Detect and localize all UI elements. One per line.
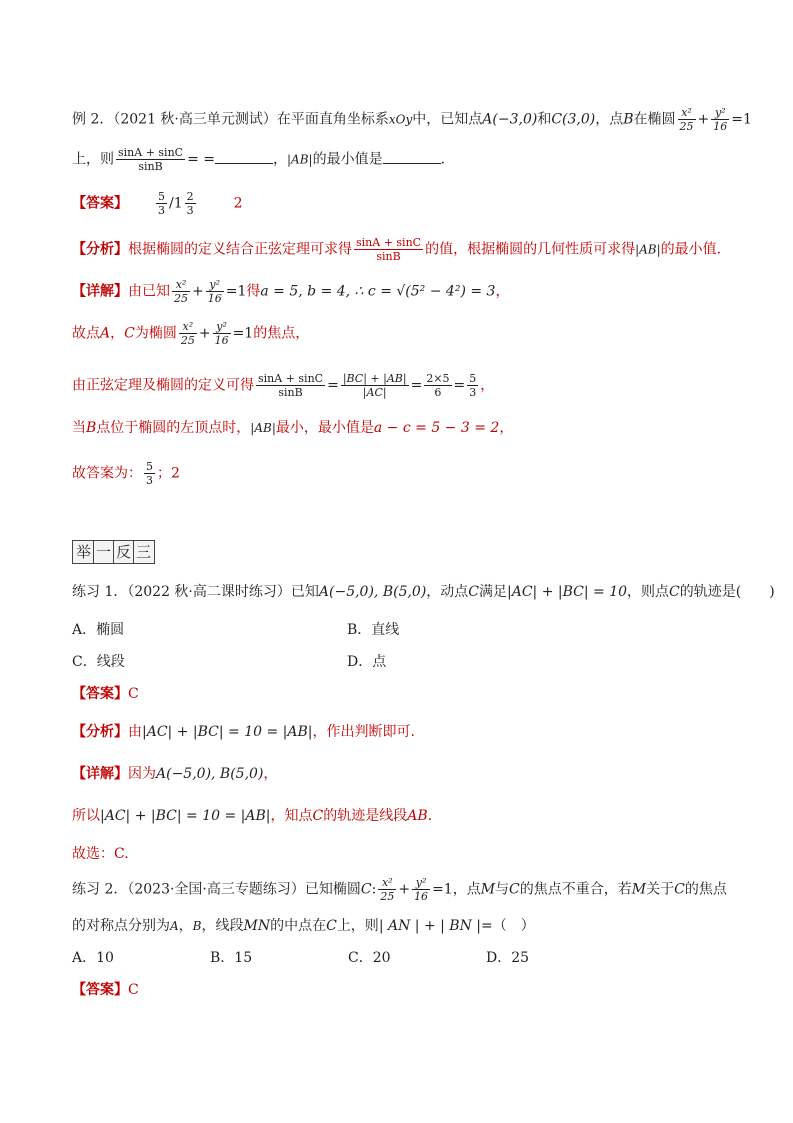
fraction-x2-25 — [678, 106, 696, 133]
section-header — [72, 540, 155, 564]
text: 由正弦定理及椭圆的定义可得 — [72, 377, 254, 394]
text: 点位于椭圆的左顶点时， — [96, 420, 251, 436]
answer-value: C — [128, 686, 139, 702]
text: 的值，根据椭圆的几何性质可求得 — [425, 241, 636, 258]
ellipse-c: C — [674, 881, 685, 898]
equals-one: =1 — [232, 325, 254, 342]
analysis-tag: 【分析】 — [72, 241, 128, 258]
segment-mn: MN — [243, 918, 271, 934]
points: A(−5,0), B(5,0) — [156, 766, 264, 782]
exercise-1-choice: 故选：C. — [72, 846, 129, 862]
text: 根据椭圆的定义结合正弦定理可求得 — [128, 241, 352, 258]
exercise-2-option-d: D．25 — [486, 950, 530, 966]
numerator: 2 — [186, 190, 194, 203]
exercise-1-conclusion — [72, 806, 432, 826]
text: ，线段 — [201, 918, 244, 934]
exercise-1-option-d: D．点 — [347, 654, 387, 670]
fraction-x2-25 — [172, 278, 190, 305]
numerator: y² — [206, 278, 224, 292]
fraction-5-3 — [467, 372, 478, 399]
ellipse-c: C — [509, 881, 520, 898]
point-c: C(3,0) — [551, 111, 596, 128]
answer-tag: 【答案】 — [72, 195, 128, 212]
text: 故点 — [72, 325, 100, 342]
point-a: A — [170, 919, 179, 933]
section-char: 三 — [136, 543, 152, 561]
denominator: 16 — [214, 334, 229, 347]
fraction-5-3 — [144, 460, 155, 487]
point-a: A — [100, 325, 111, 342]
answer-value: C — [128, 982, 139, 998]
text: ， — [480, 377, 495, 394]
text: 的轨迹是( ) — [679, 584, 775, 600]
answer-tag: 【答案】 — [72, 982, 128, 998]
denominator: |AC| — [362, 386, 387, 399]
exercise-2-option-a: A．10 — [72, 950, 114, 966]
fraction-x2-25 — [378, 876, 396, 903]
min-value-expr: a − c = 5 − 3 = 2 — [373, 420, 500, 436]
text: 的焦点不重合，若 — [519, 881, 632, 898]
section-char: 一 — [94, 541, 114, 563]
abs-sum: | AN | + | BN | — [378, 918, 482, 934]
text: ， — [499, 420, 514, 436]
plus: + — [192, 283, 204, 300]
numerator: sinA + sinC — [118, 146, 184, 159]
numerator: 2×5 — [426, 372, 450, 385]
equation: |AC| + |BC| = 10 = |AB| — [100, 808, 271, 824]
exercise-1-option-a: A．椭圆 — [72, 622, 125, 638]
segment-ab: AB — [407, 808, 428, 824]
fraction-2-3 — [185, 190, 196, 217]
numerator: x² — [378, 876, 396, 890]
fraction-x2-25 — [179, 320, 197, 347]
denominator: 3 — [158, 204, 165, 217]
text: 关于 — [646, 881, 675, 898]
numerator: x² — [172, 278, 190, 292]
exercise-1-analysis — [72, 722, 415, 742]
text: 2 — [171, 465, 180, 482]
example-2-intro: 例 2．（2021 秋·高三单元测试）在平面直角坐标系 — [72, 111, 389, 128]
text: 当 — [72, 420, 86, 436]
numerator: y² — [213, 320, 231, 334]
ellipse-parameters: a = 5, b = 4, ∴ c = √(5² − 4²) = 3 — [260, 283, 496, 300]
text: 的焦点 — [684, 881, 727, 898]
abs-ab: |AB| — [635, 242, 661, 257]
text: 的对称点分别为 — [72, 918, 170, 934]
text: 最小，最小值是 — [275, 420, 374, 436]
text: 的焦点， — [253, 325, 310, 342]
exercise-2-answer — [72, 980, 139, 1000]
text: : — [371, 881, 377, 898]
point-b: B — [86, 420, 97, 436]
point-b: B — [623, 111, 634, 128]
text: 和 — [537, 111, 552, 128]
fraction-y2-16 — [711, 106, 729, 133]
plus: + — [697, 111, 710, 128]
detail-1-line-3 — [72, 372, 494, 399]
point-c: C — [669, 584, 680, 600]
equation: |AC| + |BC| = 10 = |AB| — [142, 724, 313, 740]
text: ． — [440, 151, 455, 168]
denominator: 16 — [207, 292, 222, 305]
exercise-2-option-c: C．20 — [348, 950, 391, 966]
text: 的轨迹是线段 — [323, 808, 408, 824]
denominator: sinB — [376, 250, 401, 263]
exercise-2-question-line-1 — [72, 876, 727, 903]
fraction-5-3 — [156, 190, 167, 217]
numerator: |BC| + |AB| — [342, 372, 407, 385]
equals-one: =1 — [432, 881, 453, 898]
text: 上，则 — [72, 151, 114, 168]
text: 所以 — [72, 808, 100, 824]
point-m: M — [480, 881, 496, 898]
text: ， — [495, 283, 510, 300]
point-a: A(−3,0) — [482, 111, 538, 128]
text: 练习 2．（2023·全国·高三专题练习）已知椭圆 — [72, 881, 361, 898]
detail-1-line-5 — [72, 460, 180, 487]
numerator: 5 — [146, 460, 153, 473]
text: =（ ） — [481, 918, 535, 934]
coord-system: xOy — [388, 112, 413, 127]
section-char: 举 — [74, 541, 94, 563]
detail-tag: 【详解】 — [72, 283, 128, 300]
point-c: C — [468, 584, 480, 600]
text: 为椭圆 — [134, 325, 177, 342]
exercise-1-option-b: B．直线 — [347, 622, 400, 638]
exercise-2-question-line-2 — [72, 916, 535, 936]
text: 由 — [128, 724, 142, 740]
detail-1-line-4 — [72, 418, 513, 438]
text: 因为 — [128, 766, 156, 782]
fraction-sin-ratio — [256, 372, 325, 399]
text: 与 — [495, 881, 510, 898]
numerator: sinA + sinC — [258, 372, 324, 385]
exercise-1-question — [72, 582, 775, 602]
text: /1 — [169, 195, 183, 212]
text: . — [427, 808, 433, 824]
answer-value-2: 2 — [233, 195, 243, 212]
text: 的中点在 — [270, 918, 327, 934]
fraction-sin-ratio — [116, 146, 185, 173]
point-c: C — [312, 808, 324, 824]
abs-ab: |AB| — [250, 421, 276, 435]
denominator: 25 — [380, 890, 395, 903]
text: ，则点 — [627, 584, 670, 600]
fraction-y2-16 — [206, 278, 224, 305]
text: ，动点 — [426, 584, 469, 600]
detail-1-line-1 — [72, 278, 509, 305]
text: 满足 — [479, 584, 508, 600]
text: ， — [178, 918, 193, 934]
plus: + — [398, 881, 411, 898]
denominator: 25 — [180, 334, 195, 347]
denominator: 25 — [679, 120, 694, 133]
point-b: B — [192, 919, 202, 933]
text: ； — [157, 465, 171, 482]
text: ， — [110, 325, 125, 342]
denominator: 3 — [469, 386, 477, 399]
answer-blank-2 — [383, 149, 441, 164]
numerator: y² — [412, 876, 430, 890]
equals: = — [327, 377, 339, 394]
section-char: 反 — [114, 541, 134, 563]
exercise-2-option-b: B．15 — [210, 950, 253, 966]
text: 得 — [246, 283, 261, 300]
text: 上，则 — [336, 918, 379, 934]
answer-blank-1 — [215, 149, 273, 164]
detail-tag: 【详解】 — [72, 766, 128, 782]
text: ，知点 — [270, 808, 313, 824]
text: 在椭圆 — [633, 111, 676, 128]
text: ，点 — [595, 111, 624, 128]
denominator: 16 — [414, 890, 429, 903]
equals-one: =1 — [225, 283, 247, 300]
text: 中，已知点 — [412, 111, 483, 128]
denominator: 6 — [434, 386, 442, 399]
text: 练习 1．（2022 秋·高二课时练习）已知 — [72, 584, 319, 600]
fraction-10-6 — [424, 372, 451, 399]
fraction-bc-ab — [341, 372, 409, 399]
ellipse-c: C — [360, 881, 372, 898]
answer-tag: 【答案】 — [72, 686, 128, 702]
numerator: 5 — [469, 372, 477, 385]
text: 的最小值. — [660, 241, 722, 258]
fraction-y2-16 — [412, 876, 430, 903]
denominator: 3 — [146, 474, 153, 487]
equals-one: =1 — [731, 111, 752, 128]
denominator: 16 — [713, 120, 728, 133]
denominator: sinB — [278, 386, 303, 399]
point-c: C — [124, 325, 135, 342]
analysis-1 — [72, 236, 721, 263]
equals: = = — [187, 151, 215, 168]
text: ， — [263, 766, 278, 782]
fraction-y2-16 — [213, 320, 231, 347]
equals: = — [410, 377, 423, 394]
numerator: sinA + sinC — [356, 236, 422, 249]
abs-ab: |AB| — [287, 152, 313, 167]
text: 故答案为： — [72, 465, 142, 482]
equals: = — [453, 377, 466, 394]
example-2-line-1 — [72, 106, 752, 133]
point-m: M — [631, 881, 647, 898]
answer-1 — [72, 190, 243, 217]
points: A(−5,0), B(5,0) — [318, 584, 427, 600]
condition: |AC| + |BC| = 10 — [507, 584, 628, 600]
denominator: 3 — [186, 204, 194, 217]
numerator: 5 — [158, 190, 165, 203]
fraction-sin-ratio — [354, 236, 423, 263]
text: 由已知 — [128, 283, 170, 300]
denominator: 25 — [174, 292, 188, 305]
numerator: x² — [678, 106, 696, 120]
exercise-1-option-c: C．线段 — [72, 654, 125, 670]
numerator: y² — [711, 106, 729, 120]
ellipse-c: C — [326, 918, 337, 934]
text: 的最小值是 — [312, 151, 383, 168]
exercise-1-answer — [72, 684, 139, 704]
denominator: sinB — [138, 160, 163, 173]
example-2-line-2 — [72, 146, 455, 173]
text: ，作出判断即可. — [312, 724, 415, 740]
detail-1-line-2 — [72, 320, 309, 347]
analysis-tag: 【分析】 — [72, 724, 128, 740]
text: ，点 — [452, 881, 481, 898]
plus: + — [198, 325, 211, 342]
exercise-1-detail — [72, 764, 277, 784]
numerator: x² — [179, 320, 197, 334]
text: ， — [273, 151, 287, 168]
